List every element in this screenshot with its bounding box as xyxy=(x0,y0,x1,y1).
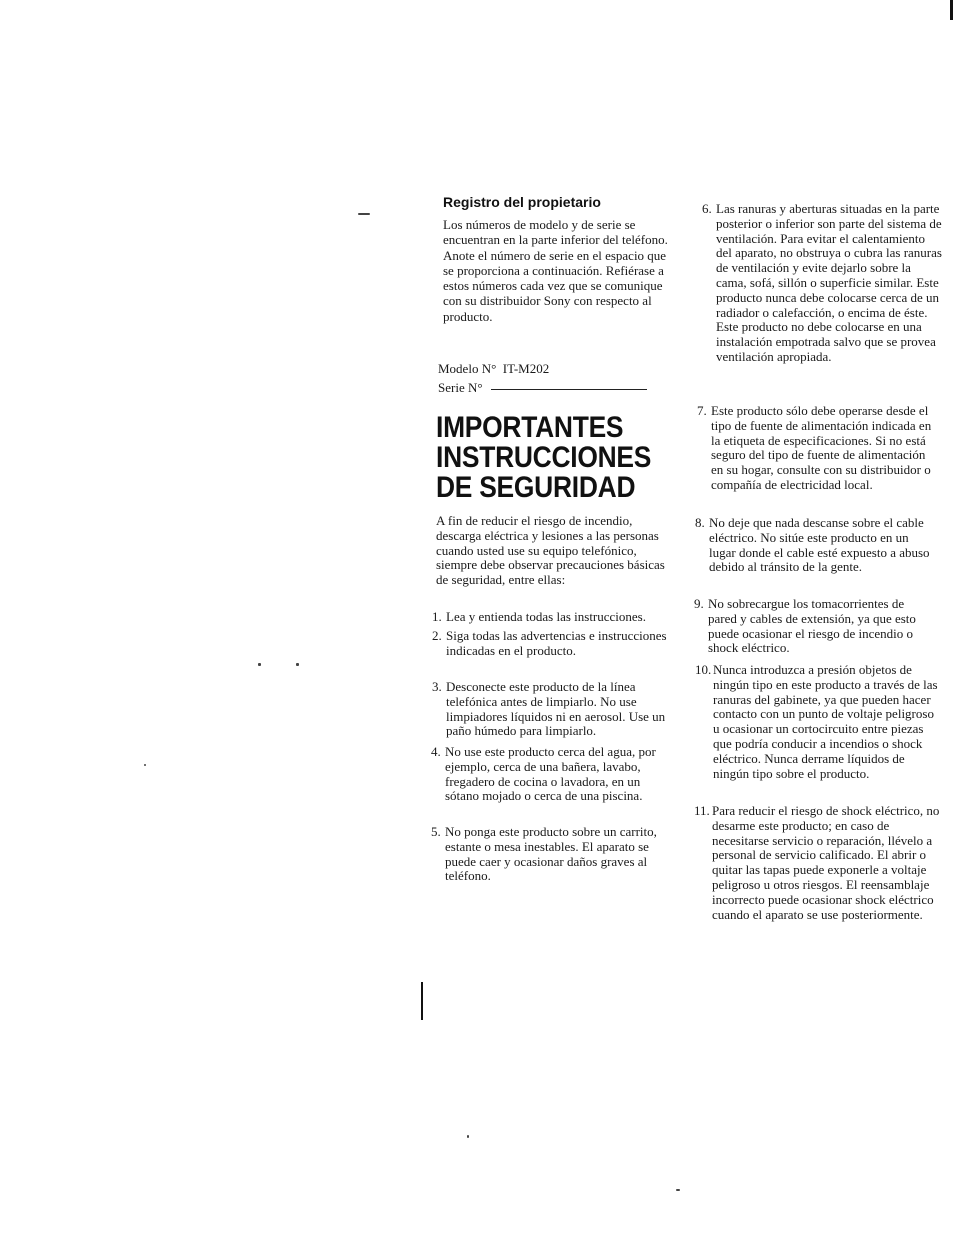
model-number-line xyxy=(438,361,549,377)
list-item: 7. Este producto sólo debe operarse desde el tipo de fuente de alimentación indicada en la etiqueta de especificaciones. Si no está seguro del tipo de fuente de alimentación en su hogar, consulte con su distribuidor o compañía de electricidad local. xyxy=(697,403,932,492)
list-item: 5. No ponga este producto sobre un carrito, estante o mesa inestables. El aparato se puede caer y ocasionar daños graves al teléfono. xyxy=(431,824,657,884)
scan-speck xyxy=(296,663,299,666)
list-item: 1. Lea y entienda todas las instrucciones. xyxy=(432,609,646,624)
list-item: 2. Siga todas las advertencias e instrucciones indicadas en el producto. xyxy=(432,628,667,658)
scan-edge-mark xyxy=(950,0,953,20)
scan-vertical-mark xyxy=(421,982,423,1020)
safety-intro: A fin de reducir el riesgo de incendio, descarga eléctrica y lesiones a las personas cuando usted use su equipo telefónico, siempre debe observar precauciones básicas de seguridad, entre ellas: xyxy=(436,513,665,588)
list-item: 11. Para reducir el riesgo de shock eléctrico, no desarme este producto; en caso de necesitarse servicio o reparación, llévelo a personal de servicio calificado. El abrir o quitar las tapas puede exponerle a voltaje peligroso u otros riesgos. El reensamblaje incorrecto puede ocasionar shock eléctrico cuando el aparato se use posteriormente. xyxy=(694,803,940,922)
list-item: 6. Las ranuras y aberturas situadas en la parte posterior o inferior son parte del sistema de ventilación. Para evitar el calentamiento del aparato, no obstruya o cubra las ranuras de ventilación y evite dejarlo sobre la cama, sofá, sillón o superficie similar. Este producto nunca debe colocarse cerca de un radiador o calefacción, o encima de éste. Este producto no debe colocarse en una instalación empotrada salvo que se provea ventilación apropiada. xyxy=(702,201,942,364)
model-value: IT-M202 xyxy=(502,361,550,376)
list-item: 8. No deje que nada descanse sobre el cable eléctrico. No sitúe este producto en un lugar donde el cable esté expuesto a abuso debido al tránsito de la gente. xyxy=(695,515,930,575)
scan-speck xyxy=(358,213,370,215)
list-item: 10. Nunca introduzca a presión objetos de ningún tipo en este producto a través de las ranuras del gabinete, ya que pueden hacer contacto con un punto de voltaje peligroso u ocasionar un cortocircuito entre piezas que podría conducir a incendios o shock eléctrico. Nunca derrame líquidos de ningún tipo sobre el producto. xyxy=(695,662,938,781)
scan-speck xyxy=(467,1135,469,1138)
serial-blank-line xyxy=(491,389,647,390)
list-item: 3. Desconecte este producto de la línea telefónica antes de limpiarlo. No use limpiadores líquidos ni en aerosol. Use un paño húmedo para limpiarlo. xyxy=(432,679,666,739)
serial-label: Serie N° xyxy=(438,380,483,395)
safety-heading: IMPORTANTES INSTRUCCIONES DE SEGURIDAD xyxy=(436,411,652,504)
list-item: 4. No use este producto cerca del agua, por ejemplo, cerca de una bañera, lavabo, fregadero de cocina o lavadora, en un sótano mojado o cerca de una piscina. xyxy=(431,744,656,804)
model-label: Modelo N° xyxy=(438,361,497,376)
list-item: 9. No sobrecargue los tomacorrientes de pared y cables de extensión, ya que esto puede ocasionar el riesgo de incendio o shock eléctrico. xyxy=(694,596,916,656)
serial-number-line xyxy=(438,380,647,396)
scan-speck xyxy=(676,1189,680,1191)
registration-title: Registro del propietario xyxy=(443,194,601,210)
scan-speck xyxy=(258,663,261,666)
scan-speck xyxy=(144,764,146,766)
registration-body: Los números de modelo y de serie se encuentran en la parte inferior del teléfono. Anote el número de serie en el espacio que se proporciona a continuación. Refiérase a estos números cada vez que se comunique con su distribuidor Sony con respecto al producto. xyxy=(443,217,668,324)
